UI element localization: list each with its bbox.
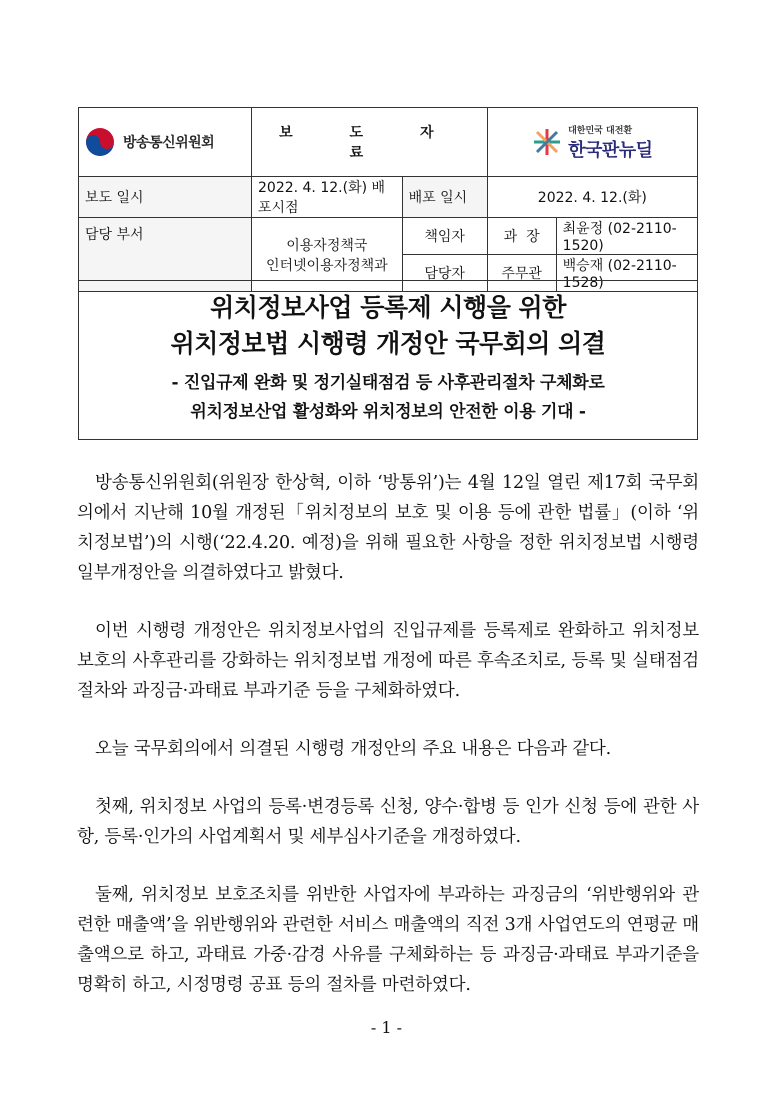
- manager-label: 책임자: [402, 218, 487, 255]
- headline-box: [78, 280, 698, 440]
- subheadline-line-2: 위치정보산업 활성화와 위치정보의 안전한 이용 기대 -: [190, 402, 586, 422]
- distribution-date-value: 2022. 4. 12.(화): [487, 177, 697, 218]
- document-title: 보 도 자 료: [252, 108, 488, 177]
- page-number: - 1 -: [370, 1018, 403, 1037]
- body-text: [77, 468, 699, 1028]
- report-date-value: 2022. 4. 12.(화) 배포시점: [252, 177, 403, 218]
- contact-person: 백승재 (02-2110-1528): [556, 255, 697, 292]
- contact-label: 담당자: [402, 255, 487, 292]
- department-division: 인터넷이용자정책과: [265, 257, 388, 274]
- manager-title: 과 장: [487, 218, 556, 255]
- distribution-date-label: 배포 일시: [402, 177, 487, 218]
- paragraph-intro: 방송통신위원회(위원장 한상혁, 이하 ‘방통위’)는 4월 12일 열린 제17회 국무회의에서 지난해 10월 개정된「위치정보의 보호 및 이용 등에 관한 법률」(이하 ‘위치정보법’)의 시행(‘22.4.20. 예정)을 위해 필요한 사항을 정한 위치정보법 시행령 일부개정안을 의결하였다고 밝혔다.: [77, 473, 699, 583]
- contact-title: 주무관: [487, 255, 556, 292]
- brand-subtitle: 대한민국 대전환: [568, 125, 633, 136]
- brand-title: 한국판뉴딜: [568, 139, 653, 161]
- paragraph-first: 첫째, 위치정보 사업의 등록·변경등록 신청, 양수·합병 등 인가 신청 등에 관한 사항, 등록·인가의 사업계획서 및 세부심사기준을 개정하였다.: [77, 797, 699, 847]
- brand-logo-cell: [487, 108, 697, 177]
- headline-line-2: 위치정보법 시행령 개정안 국무회의 의결: [170, 329, 606, 358]
- subheadline-line-1: - 진입규제 완화 및 정기실태점검 등 사후관리절차 구체화로: [171, 373, 605, 393]
- paragraph-purpose: 이번 시행령 개정안은 위치정보사업의 진입규제를 등록제로 완화하고 위치정보 보호의 사후관리를 강화하는 위치정보법 개정에 따른 후속조치로, 등록 및 실태점검 절차와 과징금·과태료 부과기준 등을 구체화하였다.: [77, 621, 699, 701]
- headline-line-1: 위치정보사업 등록제 시행을 위한: [210, 293, 566, 322]
- department-bureau: 이용자정책국: [286, 237, 368, 254]
- manager-contact: 최윤정 (02-2110-1520): [556, 218, 697, 255]
- org-name: 방송통신위원회: [123, 135, 215, 151]
- new-deal-star-icon: [532, 127, 562, 157]
- press-header-table: [78, 107, 698, 292]
- paragraph-second: 둘째, 위치정보 보호조치를 위반한 사업자에 부과하는 과징금의 ‘위반행위와 관련한 매출액’을 위반행위와 관련한 서비스 매출액의 직전 3개 사업연도의 연평균 매출액으로 하고, 과태료 가중·감경 사유를 구체화하는 등 과징금·과태료 부과기준을 명확히 하고, 시정명령 공표 등의 절차를 마련하였다.: [77, 885, 699, 995]
- paragraph-summary: 오늘 국무회의에서 의결된 시행령 개정안의 주요 내용은 다음과 같다.: [95, 739, 612, 759]
- department-label: 담당 부서: [79, 218, 252, 292]
- taegeuk-emblem-icon: [85, 127, 115, 157]
- report-date-label: 보도 일시: [79, 177, 252, 218]
- org-logo-cell: [79, 108, 252, 177]
